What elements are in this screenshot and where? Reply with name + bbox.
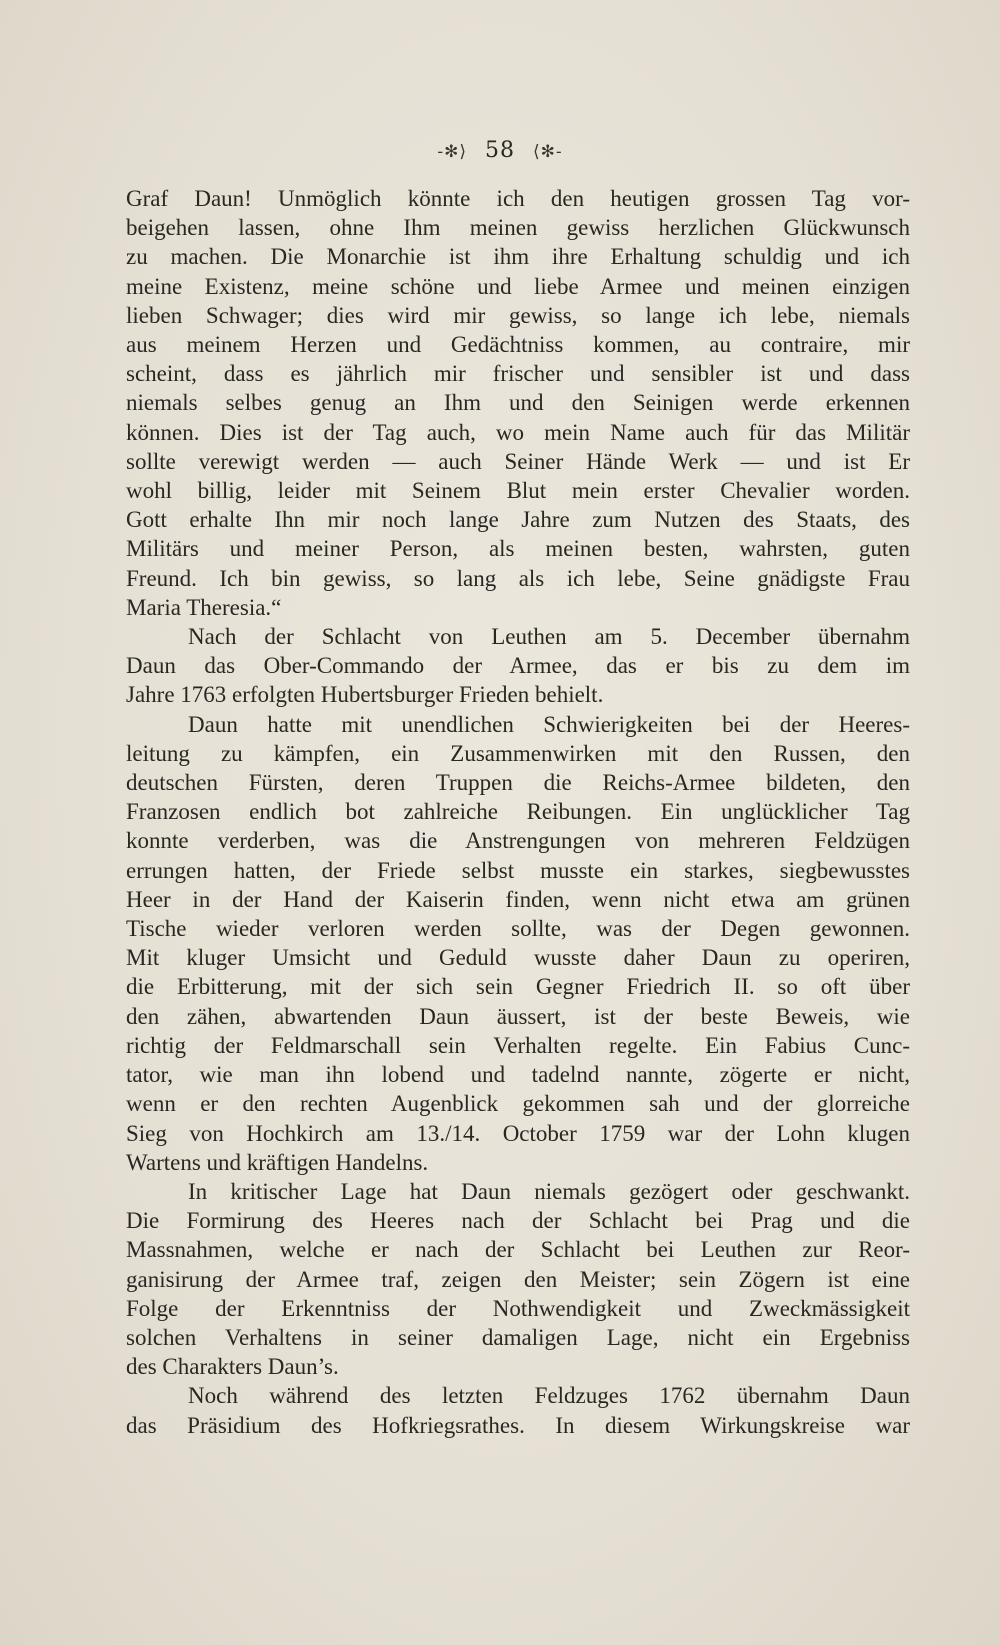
text-line: leitung zu kämpfen, ein Zusammenwirken mit den Russen, den (126, 740, 910, 766)
text-line: können. Dies ist der Tag auch, wo mein Name auch für das Militär (126, 419, 910, 445)
text-line: des Charakters Daun’s. (126, 1354, 339, 1380)
text-line: Jahre 1763 erfolgten Hubertsburger Frieden behielt. (126, 682, 604, 708)
text-line: Heer in der Hand der Kaiserin finden, wenn nicht etwa am grünen (126, 886, 910, 912)
text-line: scheint, dass es jährlich mir frischer und sensibler ist und dass (126, 361, 910, 387)
text-line: sollte verewigt werden — auch Seiner Hände Werk — und ist Er (126, 448, 910, 474)
text-line: Mit kluger Umsicht und Geduld wusste daher Daun zu operiren, (126, 945, 910, 971)
text-line: Wartens und kräftigen Handelns. (126, 1149, 429, 1175)
text-line: Maria Theresia.“ (126, 594, 282, 620)
text-line: richtig der Feldmarschall sein Verhalten regelte. Ein Fabius Cunc- (126, 1032, 910, 1058)
text-line: Sieg von Hochkirch am 13./14. October 1759 war der Lohn klugen (126, 1120, 910, 1146)
text-line: ganisirung der Armee traf, zeigen den Meister; sein Zögern ist eine (126, 1266, 910, 1292)
text-line: den zähen, abwartenden Daun äussert, ist der beste Beweis, wie (126, 1003, 910, 1029)
text-line: deutschen Fürsten, deren Truppen die Reichs-Armee bildeten, den (126, 770, 910, 796)
text-line: niemals selbes genug an Ihm und den Seinigen werde erkennen (126, 390, 910, 416)
text-line: zu machen. Die Monarchie ist ihm ihre Erhaltung schuldig und ich (126, 244, 910, 270)
text-line: Graf Daun! Unmöglich könnte ich den heutigen grossen Tag vor- (126, 186, 910, 211)
text-line: Gott erhalte Ihn mir noch lange Jahre zum Nutzen des Staats, des (126, 507, 910, 533)
text-line: tator, wie man ihn lobend und tadelnd nannte, zögerte er nicht, (126, 1062, 910, 1088)
text-line: Daun das Ober-Commando der Armee, das er bis zu dem im (126, 653, 910, 679)
text-line: die Erbitterung, mit der sich sein Gegner Friedrich II. so oft über (126, 974, 910, 1000)
text-line: Nach der Schlacht von Leuthen am 5. December übernahm (188, 624, 910, 650)
page-number: 58 (485, 138, 515, 163)
text-line: Freund. Ich bin gewiss, so lang als ich lebe, Seine gnädigste Frau (126, 565, 910, 591)
text-line: Daun hatte mit unendlichen Schwierigkeiten bei der Heeres- (188, 711, 910, 737)
text-line: Folge der Erkenntniss der Nothwendigkeit und Zweckmässigkeit (126, 1295, 910, 1321)
text-line: Noch während des letzten Feldzuges 1762 übernahm Daun (188, 1383, 910, 1409)
text-line: Die Formirung des Heeres nach der Schlacht bei Prag und die (126, 1208, 910, 1234)
body-text (126, 184, 910, 1440)
ornament-left-icon: -✻⟩ (437, 142, 467, 162)
text-line: aus meinem Herzen und Gedächtniss kommen, au contraire, mir (126, 332, 910, 358)
text-line: In kritischer Lage hat Daun niemals gezögert oder geschwankt. (188, 1178, 910, 1204)
text-line: das Präsidium des Hofkriegsrathes. In diesem Wirkungskreise war (126, 1412, 910, 1438)
page-header (0, 138, 1000, 163)
text-line: Franzosen endlich bot zahlreiche Reibungen. Ein unglücklicher Tag (126, 799, 910, 825)
text-line: Massnahmen, welche er nach der Schlacht bei Leuthen zur Reor- (126, 1237, 910, 1263)
text-line: lieben Schwager; dies wird mir gewiss, so lange ich lebe, niemals (126, 302, 910, 328)
text-line: Militärs und meiner Person, als meinen besten, wahrsten, guten (126, 536, 910, 562)
text-line: konnte verderben, was die Anstrengungen von mehreren Feldzügen (126, 828, 910, 854)
text-line: wohl billig, leider mit Seinem Blut mein erster Chevalier worden. (126, 478, 910, 504)
text-line: errungen hatten, der Friede selbst musste ein starkes, siegbewusstes (126, 857, 910, 883)
text-line: wenn er den rechten Augenblick gekommen sah und der glorreiche (126, 1091, 910, 1117)
ornament-right-icon: ⟨✻- (533, 142, 563, 162)
text-line: Tische wieder verloren werden sollte, was der Degen gewonnen. (126, 916, 910, 942)
text-line: solchen Verhaltens in seiner damaligen Lage, nicht ein Ergebniss (126, 1324, 910, 1350)
text-line: meine Existenz, meine schöne und liebe Armee und meinen einzigen (126, 273, 910, 299)
text-line: beigehen lassen, ohne Ihm meinen gewiss herzlichen Glückwunsch (126, 215, 910, 241)
